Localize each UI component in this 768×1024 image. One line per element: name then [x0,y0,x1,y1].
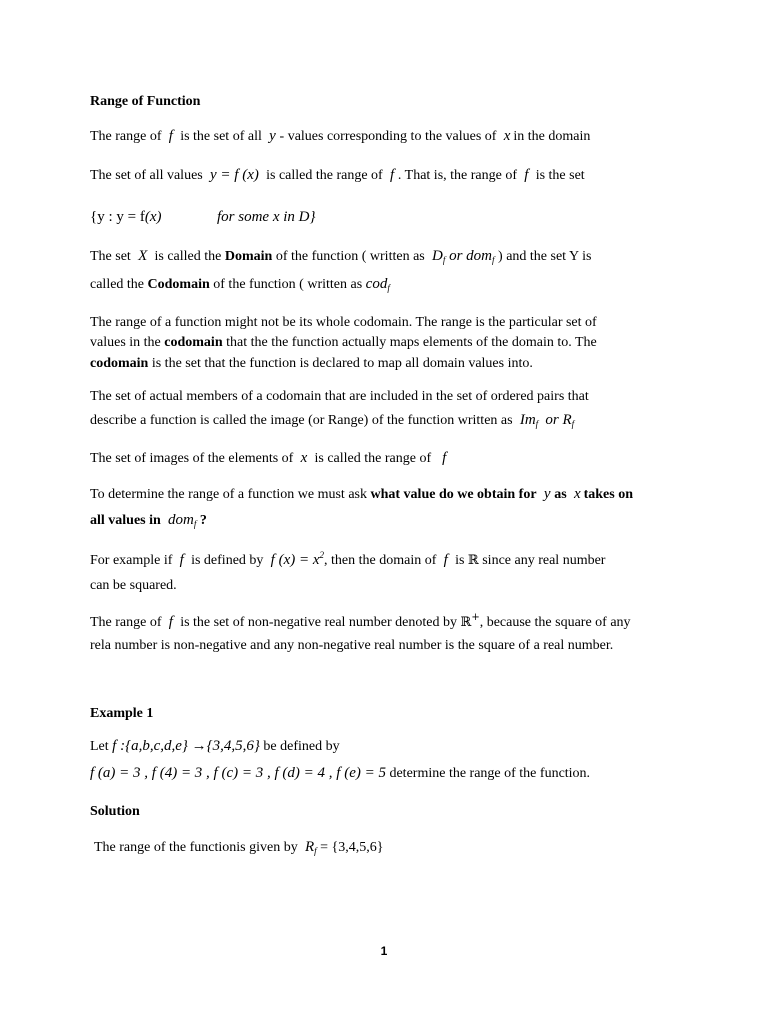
paragraph-domain: The set X is called the Domain of the function ( written as $D_f$ or dom$_f$ ) and the set Y is [90,248,592,265]
set-builder-expression: {y : y = f(x) for some x in D} [90,209,316,225]
paragraph-determine-range-line2: all values in dom$_f$ ? [90,512,207,529]
solution-title: Solution [90,804,140,819]
paragraph-codomain: called the Codomain of the function ( written as cod$_f$ [90,276,390,293]
paragraph-range-definition: The range of f is the set of all y - values corresponding to the values of x in the domain [90,128,591,144]
paragraph-image-line2: describe a function is called the image (or Range) of the function written as $Im_f$ or $R_f$ [90,412,575,429]
example-1-values: f (a) = 3 , f (4) = 3 , f (c) = 3 , f (d) = 4 , f (e) = 5 determine the range of the function. [90,765,591,781]
paragraph-image-line1: The set of actual members of a codomain that are included in the set of ordered pairs that [90,389,589,404]
example-1-title: Example 1 [90,706,154,721]
page-number: 1 [380,944,388,958]
paragraph-example-squared-line1: For example if f is defined by f $(x) = x^2$, then the domain of f is ℝ since any real number [90,550,606,568]
paragraph-range-nonnegative-line1: The range of f is the set of non-negative real number denoted by ℝ+, because the square of any [90,612,631,630]
paragraph-example-squared-line2: can be squared. [90,578,177,593]
paragraph-determine-range-line1: To determine the range of a function we must ask what value do we obtain for y as x takes on [90,486,634,502]
example-1-mapping: Let f :{a,b,c,d,e} →{3,4,5,6} be defined by [90,738,340,754]
paragraph-range-nonnegative-line2: rela number is non-negative and any non-negative real number is the square of a real number. [90,638,614,653]
solution-text: The range of the functionis given by $R_f = \{3,4,5,6\}$ [94,839,384,856]
paragraph-range-not-codomain-line2: values in the codomain that the the function actually maps elements of the domain to. The [90,335,597,350]
positive-reals-symbol: ℝ+ [460,612,480,630]
paragraph-range-not-codomain-line3: codomain is the set that the function is declared to map all domain values into. [90,356,533,371]
paragraph-set-of-values: The set of all values y = f (x) is called the range of f . That is, the range of f is the set [90,167,585,183]
paragraph-range-not-codomain-line1: The range of a function might not be its whole codomain. The range is the particular set of [90,315,597,330]
real-numbers-symbol: ℝ [467,553,479,568]
paragraph-set-of-images: The set of images of the elements of x is called the range of f [90,450,447,466]
heading-range-of-function: Range of Function [90,94,201,109]
